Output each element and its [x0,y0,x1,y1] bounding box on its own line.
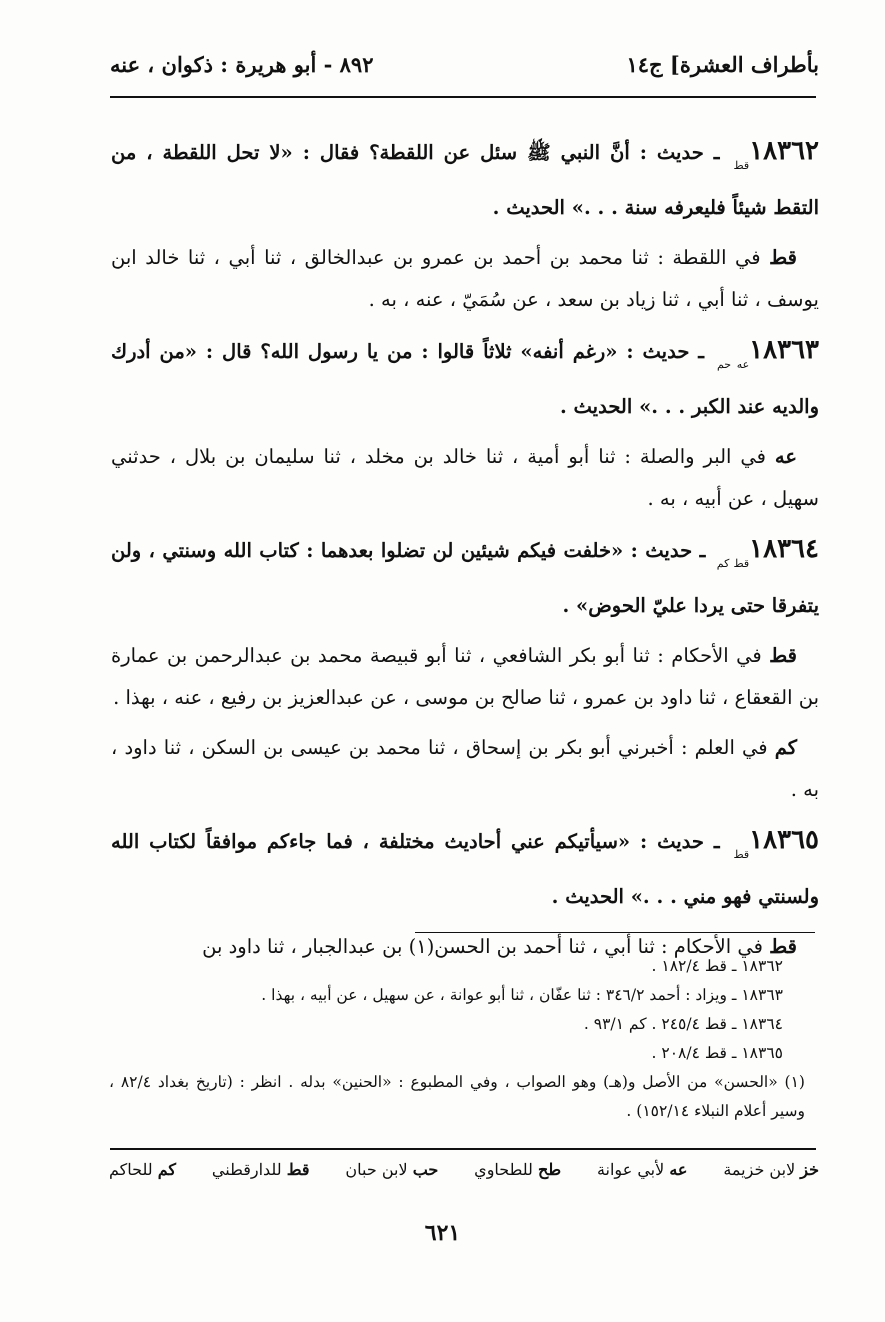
editor-note: (١) «الحسن» من الأصل و(هـ) وهو الصواب ، وفي المطبوع : «الحنين» بدله . انظر : (تاريخ بغداد ٨٢/٤ ، وسير أعلام النبلاء ١٥٢/١٤) . [109,1073,805,1120]
source-label: قط [769,644,798,667]
source-text: في العلم : أخبرني أبو بكر بن إسحاق ، ثنا محمد بن عيسى بن السكن ، ثنا داود ، به . [111,736,819,801]
source-text: في اللقطة : ثنا محمد بن أحمد بن عمرو بن عبدالخالق ، ثنا أبي ، ثنا خالد ابن يوسف ، ثنا أبي ، ثنا زياد بن سعد ، عن سُمَيّ ، عنه ، به . [111,246,819,311]
footnotes [109,952,819,1126]
hadith-entry [111,329,819,428]
footnote-item: ١٨٣٦٥ ـ قط ٢٠٨/٤ . [651,1044,783,1062]
footnote-item: ١٨٣٦٢ ـ قط ١٨٢/٤ . [651,957,783,975]
legend-item: خز لابن خزيمة [723,1160,819,1179]
footnote-item: ١٨٣٦٣ ـ ويزاد : أحمد ٣٤٦/٢ : ثنا عفّان ، ثنا أبو عوانة ، عن سهيل ، عن أبيه ، بهذا . [261,986,783,1004]
source-label: قط [769,935,797,958]
hadith-text: ـ حديث : «خلفت فيكم شيئين لن تضلوا بعدهما : كتاب الله وسنتي ، ولن يتفرقا حتى يردا عليّ الحوض» . [111,539,819,617]
hadith-entry [111,130,819,229]
hadith-sigla: قط كم [716,557,750,570]
legend-item: قط للدارقطني [211,1160,310,1179]
source-label: عه [774,445,797,468]
source-label: كم [774,736,798,759]
hadith-number: ١٨٣٦٤ [749,534,819,564]
legend-item: حب لابن حبان [345,1160,439,1179]
running-head-title: بأطراف العشرة] ج١٤ [626,52,819,77]
source-text: في الأحكام : ثنا أبو بكر الشافعي ، ثنا أبو قبيصة محمد بن عبدالرحمن بن عمارة بن القعقاع ، ثنا داود بن عمرو ، ثنا صالح بن موسى ، عن عبدالعزيز بن رفيع ، عنه ، بهذا . [111,644,819,709]
source-label: قط [769,246,797,269]
footnote-rule [415,932,815,933]
hadith-text: ـ حديث : «رغم أنفه» ثلاثاً قالوا : من يا رسول الله؟ قال : «من أدرك والديه عند الكبر . . .» الحديث . [111,340,819,418]
source-line [111,635,819,719]
hadith-sigla: قط [733,848,750,861]
hadith-text: ـ حديث : «سيأتيكم عني أحاديث مختلفة ، فما جاءكم موافقاً لكتاب الله ولسنتي فهو مني . . .» الحديث . [111,830,819,908]
running-head-section: ٨٩٢ - أبو هريرة : ذكوان ، عنه [110,52,374,77]
legend-rule [110,1148,816,1150]
hadith-number: ١٨٣٦٣ [749,335,819,365]
hadith-sigla: عه حم [716,358,750,371]
source-line [111,436,819,520]
sigla-legend [109,1160,819,1179]
page-number: ٦٢١ [424,1220,461,1246]
legend-item: كم للحاكم [109,1160,177,1179]
hadith-sigla: قط [733,159,750,172]
hadith-number: ١٨٣٦٢ [749,136,820,166]
hadith-entry [111,528,819,627]
legend-item: عه لأبي عوانة [596,1160,688,1179]
source-text: في الأحكام : ثنا أبي ، ثنا أحمد بن الحسن(١) بن عبدالجبار ، ثنا داود بن [202,935,763,958]
main-text [111,130,819,976]
hadith-text: ـ حديث : أنَّ النبي ﷺ سئل عن اللقطة؟ فقال : «لا تحل اللقطة ، من التقط شيئاً فليعرفه سنة . . .» الحديث . [111,141,819,219]
hadith-entry [111,819,819,918]
source-text: في البر والصلة : ثنا أبو أمية ، ثنا خالد بن مخلد ، ثنا سليمان بن بلال ، حدثني سهيل ، عن أبيه ، به . [111,445,819,510]
source-line [111,727,819,811]
source-line [111,237,819,321]
hadith-number: ١٨٣٦٥ [749,825,819,855]
footnote-item: ١٨٣٦٤ ـ قط ٢٤٥/٤ . كم ٩٣/١ . [583,1015,783,1033]
header-rule [110,96,816,98]
legend-item: طح للطحاوي [474,1160,562,1179]
